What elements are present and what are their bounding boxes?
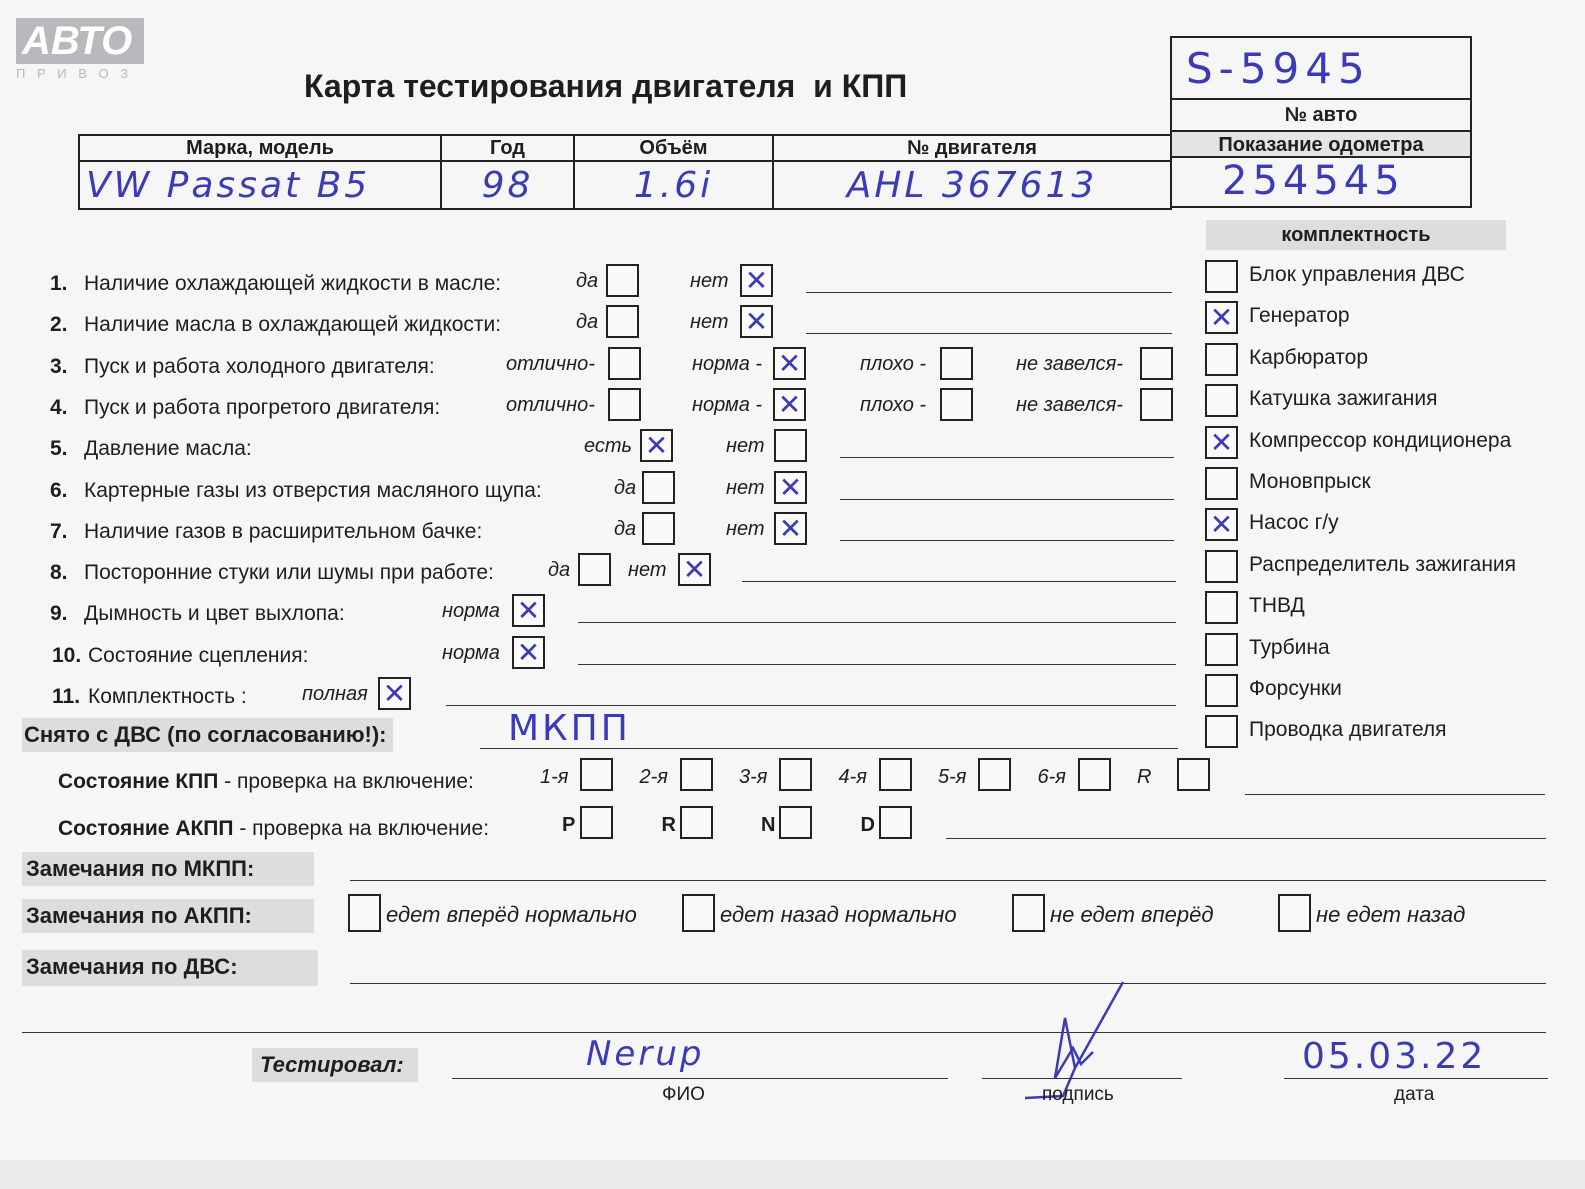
- check-option-label: да: [614, 476, 637, 499]
- akpp-gear-checkbox-2[interactable]: [779, 806, 812, 839]
- check-10-option-0-checkbox-mark: ✕: [516, 635, 541, 669]
- akpp-gear-label: R: [661, 814, 676, 836]
- check-2-option-1-checkbox-mark: ✕: [744, 305, 769, 339]
- completeness-title: комплектность: [1206, 220, 1506, 250]
- check-3-option-1-checkbox[interactable]: [773, 347, 806, 380]
- check-option-label: норма -: [692, 352, 763, 375]
- akpp-label: [58, 817, 489, 841]
- completeness-checkbox-4[interactable]: [1205, 426, 1238, 459]
- completeness-checkbox-8[interactable]: [1205, 591, 1238, 624]
- check-answer-line: [578, 622, 1176, 623]
- fio-line: [452, 1078, 948, 1079]
- logo-sub: П Р И В О З: [16, 66, 133, 81]
- logo-main: АВТО: [16, 18, 144, 64]
- kpp-gear-checkbox-2[interactable]: [779, 758, 812, 791]
- col-make: Марка, модель: [79, 135, 441, 161]
- check-4-option-1-checkbox-mark: ✕: [777, 387, 802, 421]
- check-7-option-0-checkbox[interactable]: [642, 512, 675, 545]
- check-5-option-0-checkbox[interactable]: [640, 429, 673, 462]
- kpp-label: [58, 770, 474, 794]
- check-option-label: отлично-: [506, 393, 595, 416]
- date-caption: дата: [1394, 1084, 1435, 1105]
- check-11-option-0-checkbox-mark: ✕: [382, 677, 407, 710]
- check-10-option-0-checkbox[interactable]: [512, 636, 545, 669]
- kpp-line: [1245, 794, 1545, 795]
- check-option-label: нет: [726, 435, 765, 458]
- page-title: Карта тестирования двигателя и КПП: [304, 68, 908, 104]
- check-3-option-0-checkbox[interactable]: [608, 347, 641, 380]
- year-value: 98: [441, 161, 574, 209]
- remarks-mkpp-line: [350, 880, 1546, 881]
- checklist: [0, 262, 1190, 722]
- check-4-option-3-checkbox[interactable]: [1140, 388, 1173, 421]
- make-value: VW Passat B5: [79, 161, 441, 209]
- check-answer-line: [840, 499, 1174, 500]
- check-option-label: норма: [442, 600, 500, 623]
- completeness-checkbox-1-mark: ✕: [1209, 301, 1234, 335]
- completeness-item-label: Компрессор кондиционера: [1249, 428, 1512, 452]
- check-1-option-1-checkbox[interactable]: [740, 264, 773, 297]
- completeness-checkbox-0[interactable]: [1205, 260, 1238, 293]
- check-2-option-0-checkbox[interactable]: [606, 305, 639, 338]
- check-label: Состояние сцепления:: [88, 643, 309, 667]
- akpp-remark-option-label: едет назад нормально: [720, 902, 957, 927]
- check-6-option-1-checkbox[interactable]: [774, 471, 807, 504]
- akpp-label-bold: Состояние АКПП: [58, 817, 234, 840]
- check-4-option-2-checkbox[interactable]: [940, 388, 973, 421]
- completeness-list: [1205, 260, 1565, 760]
- check-option-label: нет: [628, 559, 667, 582]
- check-7-option-1-checkbox[interactable]: [774, 512, 807, 545]
- check-number: 9.: [50, 602, 68, 626]
- check-number: 1.: [50, 272, 68, 295]
- completeness-item-label: Карбюратор: [1249, 345, 1369, 369]
- completeness-item-label: Катушка зажигания: [1249, 387, 1438, 411]
- check-answer-line: [806, 292, 1172, 293]
- akpp-remark-option-label: едет вперёд нормально: [386, 902, 637, 927]
- kpp-gear-checkbox-1[interactable]: [680, 758, 713, 791]
- check-number: 3.: [50, 354, 68, 378]
- check-5-option-1-checkbox[interactable]: [774, 429, 807, 462]
- check-answer-line: [840, 457, 1174, 458]
- check-answer-line: [806, 333, 1172, 334]
- check-option-label: норма -: [692, 393, 763, 416]
- col-year: Год: [441, 135, 574, 161]
- check-answer-line: [742, 581, 1176, 582]
- akpp-remark-checkbox-1[interactable]: [682, 894, 715, 932]
- signature-line: [982, 1078, 1182, 1079]
- check-3-option-3-checkbox[interactable]: [1140, 347, 1173, 380]
- akpp-remark-checkbox-0[interactable]: [348, 894, 381, 932]
- check-option-label: да: [576, 270, 599, 292]
- check-number: 2.: [50, 313, 68, 337]
- remarks-mkpp-label: Замечания по МКПП:: [22, 852, 314, 886]
- check-8-option-1-checkbox[interactable]: [678, 553, 711, 586]
- akpp-label-rest: - проверка на включение:: [233, 817, 490, 840]
- akpp-gear-label: P: [562, 814, 576, 836]
- remarks-dvs-label: Замечания по ДВС:: [22, 950, 318, 986]
- check-9-option-0-checkbox-mark: ✕: [516, 594, 541, 628]
- remarks-dvs-line-2: [22, 1032, 1546, 1033]
- completeness-item-label: Моновпрыск: [1249, 470, 1371, 493]
- akpp-gear-checkbox-3[interactable]: [879, 806, 912, 839]
- kpp-gear-label: 1-я: [540, 766, 569, 788]
- check-9-option-0-checkbox[interactable]: [512, 594, 545, 627]
- completeness-checkbox-10[interactable]: [1205, 674, 1238, 707]
- check-option-label: нет: [690, 270, 729, 292]
- completeness-checkbox-3[interactable]: [1205, 384, 1238, 417]
- check-number: 10.: [52, 643, 82, 667]
- completeness-checkbox-7[interactable]: [1205, 550, 1238, 583]
- akpp-remark-option-label: не едет назад: [1316, 902, 1466, 927]
- completeness-checkbox-4-mark: ✕: [1209, 425, 1234, 459]
- check-11-option-0-checkbox[interactable]: [378, 677, 411, 710]
- removed-value: МКПП: [508, 708, 631, 749]
- auto-number-label: № авто: [1172, 98, 1470, 130]
- fio-caption: ФИО: [662, 1084, 705, 1105]
- check-option-label: есть: [584, 435, 633, 458]
- check-label: Наличие масла в охлаждающей жидкости:: [84, 313, 502, 337]
- check-option-label: норма: [442, 641, 500, 664]
- removed-line: [480, 748, 1178, 749]
- check-number: 8.: [50, 561, 68, 585]
- check-5-option-0-checkbox-mark: ✕: [644, 429, 669, 463]
- check-number: 5.: [50, 437, 68, 461]
- check-label: Давление масла:: [84, 437, 252, 461]
- completeness-item-label: Генератор: [1249, 304, 1350, 328]
- auto-number-box: [1170, 36, 1472, 208]
- check-option-label: да: [614, 517, 637, 540]
- kpp-gear-checkbox-0[interactable]: [580, 758, 613, 791]
- engine-no-value: AHL 367613: [773, 161, 1171, 209]
- check-label: Наличие газов в расширительном бачке:: [84, 519, 483, 543]
- completeness-checkbox-5[interactable]: [1205, 467, 1238, 500]
- completeness-checkbox-6-mark: ✕: [1209, 508, 1234, 542]
- kpp-gear-label: 4-я: [838, 766, 867, 788]
- odometer-label: Показание одометра: [1172, 130, 1470, 158]
- check-3-option-1-checkbox-mark: ✕: [777, 346, 802, 380]
- kpp-gear-label: R: [1137, 766, 1152, 788]
- odometer-value: 254545: [1222, 158, 1405, 204]
- akpp-gear-label: D: [860, 814, 875, 836]
- kpp-gear-label: 5-я: [938, 766, 967, 788]
- check-number: 4.: [50, 395, 68, 419]
- check-6-option-1-checkbox-mark: ✕: [778, 470, 803, 504]
- check-answer-line: [840, 540, 1174, 541]
- check-answer-line: [578, 664, 1176, 665]
- completeness-item-label: Форсунки: [1249, 677, 1342, 700]
- check-label: Картерные газы из отверстия масляного щупа:: [84, 478, 542, 502]
- volume-value: 1.6i: [574, 161, 773, 209]
- check-4-option-1-checkbox[interactable]: [773, 388, 806, 421]
- check-label: Наличие охлаждающей жидкости в масле:: [84, 272, 502, 295]
- fio-value: Nerup: [586, 1034, 705, 1074]
- kpp-gear-checkbox-6[interactable]: [1177, 758, 1210, 791]
- completeness-checkbox-2[interactable]: [1205, 343, 1238, 376]
- date-line: [1284, 1078, 1548, 1079]
- kpp-gears: [540, 758, 1240, 798]
- col-engine-no: № двигателя: [773, 135, 1171, 161]
- logo: [16, 18, 146, 82]
- akpp-gear-checkbox-1[interactable]: [680, 806, 713, 839]
- check-option-label: да: [548, 559, 571, 582]
- akpp-line: [946, 838, 1546, 839]
- completeness-checkbox-9[interactable]: [1205, 633, 1238, 666]
- completeness-item-label: Турбина: [1249, 635, 1330, 659]
- check-option-label: не завелся-: [1016, 393, 1123, 416]
- check-label: Посторонние стуки или шумы при работе:: [84, 561, 494, 585]
- akpp-gear-label: N: [761, 814, 776, 836]
- kpp-gear-label: 3-я: [739, 766, 768, 788]
- check-8-option-1-checkbox-mark: ✕: [682, 553, 707, 587]
- akpp-gear-checkbox-0[interactable]: [580, 806, 613, 839]
- vehicle-header-table: [78, 134, 1172, 210]
- check-option-label: нет: [726, 476, 765, 499]
- completeness-item-label: Распределитель зажигания: [1249, 552, 1517, 576]
- check-option-label: не завелся-: [1016, 352, 1123, 375]
- akpp-remark-checkbox-2[interactable]: [1012, 894, 1045, 932]
- check-option-label: отлично-: [506, 352, 595, 375]
- check-1-option-0-checkbox[interactable]: [606, 264, 639, 297]
- completeness-item-label: ТНВД: [1249, 594, 1305, 618]
- completeness-item-label: Проводка двигателя: [1249, 718, 1447, 742]
- check-3-option-2-checkbox[interactable]: [940, 347, 973, 380]
- check-label: Пуск и работа прогретого двигателя:: [84, 395, 441, 419]
- check-2-option-1-checkbox[interactable]: [740, 305, 773, 338]
- check-number: 11.: [52, 685, 81, 708]
- akpp-gears: [562, 806, 922, 846]
- signature-caption: подпись: [1042, 1084, 1114, 1105]
- code-handwritten: S-5945: [1186, 44, 1371, 93]
- remarks-dvs-line: [350, 983, 1546, 984]
- akpp-remark-checkbox-3[interactable]: [1278, 894, 1311, 932]
- completeness-checkbox-11[interactable]: [1205, 715, 1238, 748]
- check-option-label: плохо -: [860, 393, 927, 416]
- check-label: Дымность и цвет выхлопа:: [84, 602, 345, 626]
- kpp-label-bold: Состояние КПП: [58, 770, 219, 793]
- kpp-gear-checkbox-5[interactable]: [1078, 758, 1111, 791]
- check-8-option-0-checkbox[interactable]: [578, 553, 611, 586]
- completeness-checkbox-1[interactable]: [1205, 301, 1238, 334]
- check-option-label: нет: [726, 517, 765, 540]
- completeness-item-label: Блок управления ДВС: [1249, 263, 1465, 286]
- kpp-gear-checkbox-3[interactable]: [879, 758, 912, 791]
- check-option-label: нет: [690, 311, 729, 334]
- tested-label: Тестировал:: [252, 1048, 418, 1082]
- check-1-option-1-checkbox-mark: ✕: [744, 264, 769, 297]
- kpp-label-rest: - проверка на включение:: [218, 770, 474, 793]
- check-option-label: полная: [302, 683, 368, 705]
- kpp-gear-label: 2-я: [639, 766, 668, 788]
- completeness-item-label: Насос г/у: [1249, 511, 1339, 535]
- remarks-akpp-label: Замечания по АКПП:: [22, 899, 314, 933]
- check-option-label: плохо -: [860, 352, 927, 375]
- check-6-option-0-checkbox[interactable]: [642, 471, 675, 504]
- completeness-checkbox-6[interactable]: [1205, 508, 1238, 541]
- check-option-label: да: [576, 311, 599, 334]
- date-value: 05.03.22: [1302, 1036, 1487, 1077]
- akpp-remarks-options: [348, 892, 1548, 936]
- kpp-gear-checkbox-4[interactable]: [978, 758, 1011, 791]
- removed-label: Снято с ДВС (по согласованию!):: [22, 718, 393, 752]
- col-volume: Объём: [574, 135, 773, 161]
- check-answer-line: [446, 705, 1176, 706]
- check-label: Комплектность :: [88, 685, 247, 708]
- check-7-option-1-checkbox-mark: ✕: [778, 511, 803, 545]
- akpp-remark-option-label: не едет вперёд: [1050, 902, 1214, 927]
- check-number: 7.: [50, 519, 68, 543]
- kpp-gear-label: 6-я: [1037, 766, 1066, 788]
- check-4-option-0-checkbox[interactable]: [608, 388, 641, 421]
- check-label: Пуск и работа холодного двигателя:: [84, 354, 435, 378]
- check-number: 6.: [50, 478, 68, 502]
